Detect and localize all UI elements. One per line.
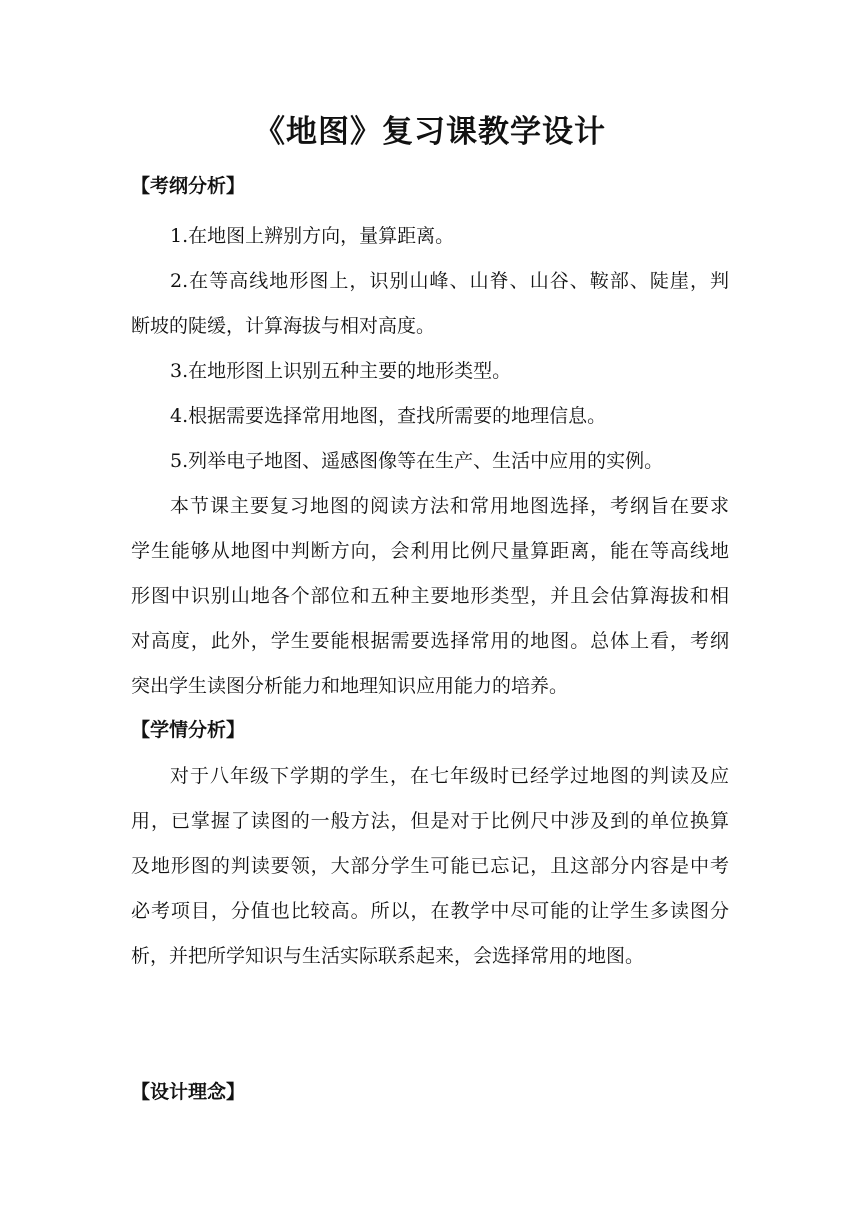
section-heading-exam-outline: 【考纲分析】 — [131, 175, 246, 197]
paragraph-line: 形图中识别山地各个部位和五种主要地形类型，并且会估算海拔和相 — [131, 585, 729, 607]
paragraph-line: 2.在等高线地形图上，识别山峰、山脊、山谷、鞍部、陡崖，判 — [170, 270, 729, 292]
document-title: 《地图》复习课教学设计 — [254, 114, 606, 150]
paragraph-line: 析，并把所学知识与生活实际联系起来，会选择常用的地图。 — [131, 945, 645, 967]
paragraph-line: 用，已掌握了读图的一般方法，但是对于比例尺中涉及到的单位换算 — [131, 810, 729, 832]
paragraph-line: 本节课主要复习地图的阅读方法和常用地图选择，考纲旨在要求 — [170, 495, 729, 517]
paragraph-line: 必考项目，分值也比较高。所以，在教学中尽可能的让学生多读图分 — [131, 900, 729, 922]
paragraph-line: 及地形图的判读要领，大部分学生可能已忘记，且这部分内容是中考 — [131, 855, 729, 877]
paragraph-line: 1.在地图上辨别方向，量算距离。 — [170, 225, 455, 247]
paragraph-line: 突出学生读图分析能力和地理知识应用能力的培养。 — [131, 675, 569, 697]
paragraph-line: 对高度，此外，学生要能根据需要选择常用的地图。总体上看，考纲 — [131, 630, 729, 652]
paragraph-line: 5.列举电子地图、遥感图像等在生产、生活中应用的实例。 — [170, 450, 664, 472]
paragraph-line: 4.根据需要选择常用地图，查找所需要的地理信息。 — [170, 405, 607, 427]
section-heading-design-concept: 【设计理念】 — [131, 1081, 246, 1103]
paragraph-line: 断坡的陡缓，计算海拔与相对高度。 — [131, 315, 436, 337]
paragraph-line: 对于八年级下学期的学生，在七年级时已经学过地图的判读及应 — [170, 765, 729, 787]
section-heading-student-analysis: 【学情分析】 — [131, 719, 246, 741]
paragraph-line: 3.在地形图上识别五种主要的地形类型。 — [170, 360, 512, 382]
paragraph-line: 学生能够从地图中判断方向，会利用比例尺量算距离，能在等高线地 — [131, 540, 729, 562]
